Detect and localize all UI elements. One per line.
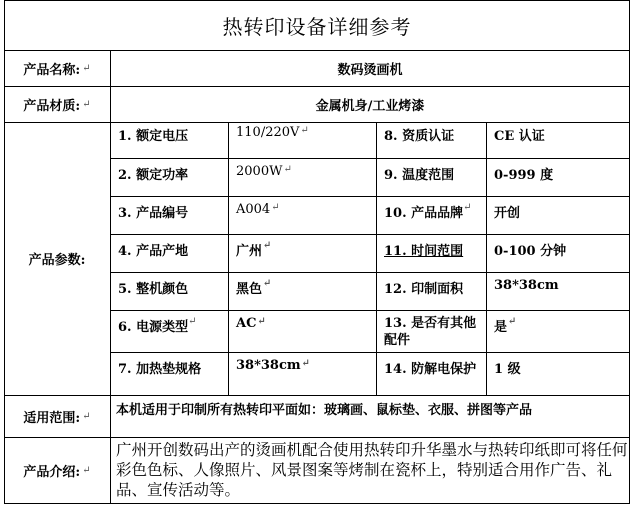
intro-label-text: 产品介绍: — [23, 464, 81, 480]
param-name — [376, 272, 486, 310]
param-value — [228, 352, 376, 395]
param-value-text: 广州 — [236, 244, 263, 259]
paragraph-mark-icon: ↵ — [257, 316, 266, 327]
param-value — [486, 310, 630, 352]
params-label-text: 产品参数: — [28, 253, 86, 268]
scope-label — [4, 395, 110, 437]
paragraph-mark-icon: ↵ — [271, 202, 280, 213]
paragraph-mark-icon: ↵ — [508, 316, 517, 327]
param-value-text: 黑色 — [236, 282, 263, 297]
paragraph-mark-icon: ↵ — [463, 202, 472, 213]
param-value-text: 38*38cm — [236, 358, 301, 373]
param-name — [376, 122, 486, 158]
param-value-text: 2000W — [236, 164, 283, 179]
params-label — [4, 122, 110, 395]
param-value-text: 1 级 — [494, 362, 521, 377]
scope-label-text: 适用范围: — [23, 410, 81, 426]
param-name-text: 1. 额定电压 — [118, 129, 189, 144]
scope-value-text: 本机适用于印制所有热转印平面如：玻璃画、鼠标垫、衣服、拼图等产品 — [116, 403, 533, 418]
material-label-text: 产品材质: — [23, 98, 81, 114]
param-name — [110, 352, 228, 395]
param-name-text: 7. 加热垫规格 — [118, 362, 202, 377]
material-value — [110, 86, 630, 122]
material-label — [4, 86, 110, 122]
param-value — [228, 158, 376, 196]
paragraph-mark-icon: ↵ — [263, 240, 272, 251]
param-name — [376, 158, 486, 196]
scope-value — [110, 395, 630, 437]
param-value — [486, 196, 630, 234]
param-name — [110, 310, 228, 352]
param-name-text: 2. 额定功率 — [118, 168, 189, 183]
param-name — [110, 234, 228, 272]
param-name — [110, 196, 228, 234]
paragraph-mark-icon: ↵ — [300, 125, 309, 136]
param-name-text: 4. 产品产地 — [118, 244, 189, 259]
name-value — [110, 50, 630, 86]
param-name-text: 10. 产品品牌 — [384, 206, 464, 221]
intro-value-text: 广州开创数码出产的烫画机配合使用热转印升华墨水与热转印纸即可将任何彩色色标、人像照片、风景图案等烤制在瓷杯上，特别适合用作广告、礼品、宣传活动等。 — [116, 441, 628, 499]
param-name — [110, 272, 228, 310]
param-value — [228, 272, 376, 310]
name-label-text: 产品名称: — [23, 62, 81, 78]
param-value-text: AC — [236, 316, 257, 331]
param-name — [110, 122, 228, 158]
param-name — [376, 196, 486, 234]
param-name-text: 11. 时间范围 — [384, 244, 464, 259]
param-name-text: 14. 防解电保护 — [384, 362, 477, 377]
param-name-text: 8. 资质认证 — [384, 129, 455, 144]
param-value — [486, 122, 630, 158]
paragraph-mark-icon: ↵ — [82, 464, 91, 476]
param-value — [228, 122, 376, 158]
spec-sheet — [4, 0, 630, 505]
name-label — [4, 50, 110, 86]
intro-label — [4, 437, 110, 503]
param-value-text: CE 认证 — [494, 129, 545, 144]
param-name — [110, 158, 228, 196]
param-name-text: 3. 产品编号 — [118, 206, 189, 221]
grid-line — [4, 503, 630, 504]
param-name-text: 12. 印制面积 — [384, 282, 464, 297]
param-value — [486, 158, 630, 196]
param-value — [228, 310, 376, 352]
paragraph-mark-icon: ↵ — [82, 98, 91, 110]
param-value-text: 0-100 分钟 — [494, 244, 567, 259]
param-name-text: 13. 是否有其他配件 — [384, 316, 477, 348]
page-title: 热转印设备详细参考 — [222, 14, 412, 39]
param-value — [228, 234, 376, 272]
name-value-text: 数码烫画机 — [337, 62, 403, 78]
param-value-text: 110/220V — [236, 125, 300, 140]
param-name — [376, 310, 486, 352]
param-name-text: 9. 温度范围 — [384, 168, 455, 183]
intro-value — [110, 437, 630, 503]
param-value-text: A004 — [236, 202, 271, 217]
param-value — [486, 272, 630, 310]
param-value-text: 是 — [494, 320, 508, 335]
material-value-text: 金属机身/工业烤漆 — [315, 98, 425, 114]
param-name-text: 6. 电源类型 — [118, 320, 189, 335]
paragraph-mark-icon: ↵ — [263, 278, 272, 289]
paragraph-mark-icon: ↵ — [301, 358, 311, 369]
param-value-text: 开创 — [494, 206, 521, 221]
paragraph-mark-icon: ↵ — [82, 410, 91, 422]
paragraph-mark-icon: ↵ — [82, 62, 91, 74]
param-value — [486, 234, 630, 272]
param-name-text: 5. 整机颜色 — [118, 282, 189, 297]
param-name — [376, 234, 486, 272]
paragraph-mark-icon: ↵ — [283, 164, 292, 175]
param-value — [228, 196, 376, 234]
param-value-text: 38*38cm — [494, 278, 559, 293]
param-value — [486, 352, 630, 395]
param-name — [376, 352, 486, 395]
paragraph-mark-icon: ↵ — [188, 316, 197, 327]
param-value-text: 0-999 度 — [494, 168, 554, 183]
